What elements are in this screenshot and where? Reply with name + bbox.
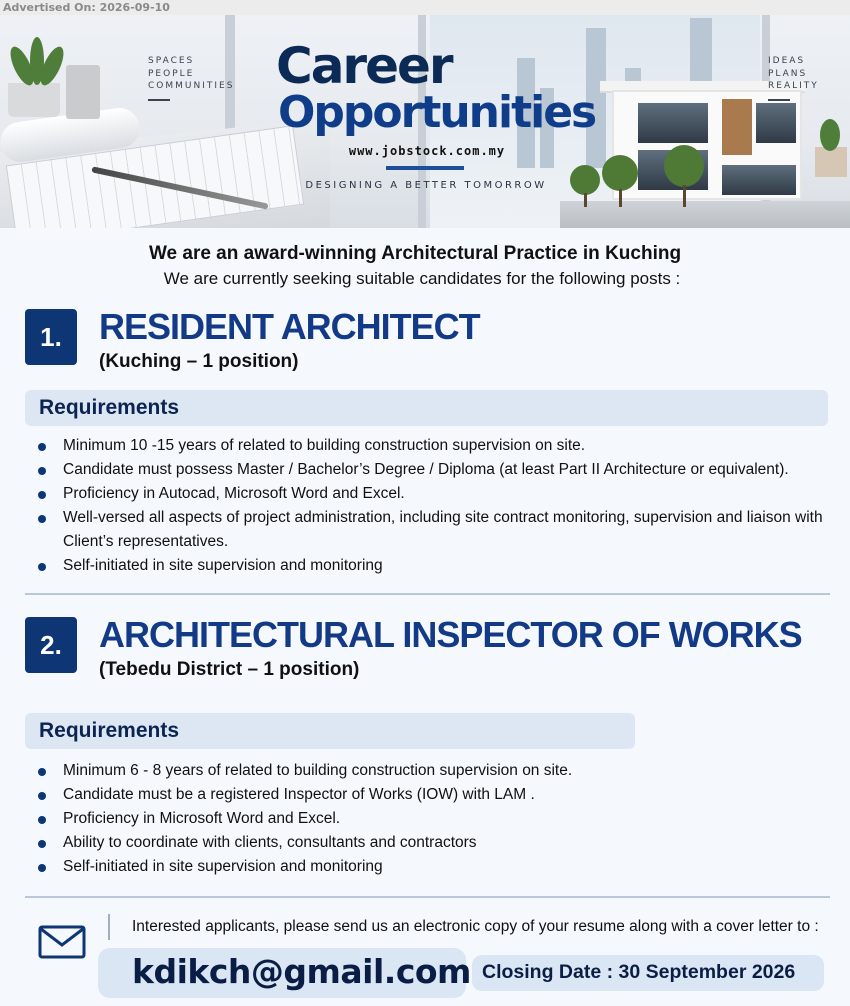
house-window	[638, 103, 708, 143]
banner-url: www.jobstock.com.my	[348, 144, 506, 158]
list-item: Well-versed all aspects of project administration, including site contract monitoring, supervision and liaison with Client’s representatives.	[38, 506, 838, 554]
list-item: Self-initiated in site supervision and monitoring	[38, 554, 838, 578]
requirements-list	[38, 434, 838, 578]
requirements-header	[25, 390, 828, 426]
tree-trunk	[619, 189, 622, 207]
banner-title-career: Career	[276, 37, 452, 95]
email-address[interactable]: kdikch@gmail.com	[132, 952, 471, 991]
advertised-on-text: Advertised On: 2026-09-10	[3, 1, 170, 14]
email-contact[interactable]	[98, 948, 471, 998]
list-item: Minimum 10 -15 years of related to building construction supervision on site.	[38, 434, 838, 458]
list-item: Self-initiated in site supervision and monitoring	[38, 855, 838, 879]
advertised-on-strip	[0, 0, 850, 15]
side-dash	[148, 99, 170, 101]
post-number-badge: 2.	[25, 617, 77, 673]
list-item: Candidate must be a registered Inspector of Works (IOW) with LAM .	[38, 783, 838, 807]
section-divider	[25, 896, 830, 898]
requirements-heading: Requirements	[39, 719, 180, 742]
list-item: Proficiency in Autocad, Microsoft Word and Excel.	[38, 482, 838, 506]
tree-image	[602, 155, 638, 191]
plant-leaf	[820, 119, 840, 151]
house-wood-panel	[722, 99, 752, 155]
tree-trunk	[584, 193, 587, 207]
section-divider	[25, 593, 830, 595]
tree-image	[664, 145, 704, 187]
post-location: (Tebedu District – 1 position)	[99, 659, 360, 680]
apply-instructions: Interested applicants, please send us an electronic copy of your resume along with a cover letter to :	[132, 918, 819, 935]
plant-pot	[8, 83, 60, 117]
list-item: Candidate must possess Master / Bachelor’s Degree / Diploma (at least Part II Architecture or equivalent).	[38, 458, 838, 482]
post-location: (Kuching – 1 position)	[99, 351, 299, 372]
list-item: Minimum 6 - 8 years of related to building construction supervision on site.	[38, 759, 838, 783]
banner-title-opportunities: Opportunities	[278, 87, 596, 138]
side-dash	[768, 99, 790, 101]
side-word: PLANS	[768, 68, 808, 79]
side-word: PEOPLE	[148, 68, 195, 79]
house-window	[722, 165, 796, 195]
list-item: Ability to coordinate with clients, consultants and contractors	[38, 831, 838, 855]
lawn-ground	[560, 201, 850, 228]
side-word: SPACES	[148, 56, 195, 66]
requirements-list	[38, 759, 838, 879]
banner-tagline: DESIGNING A BETTER TOMORROW	[305, 180, 547, 191]
list-item: Proficiency in Microsoft Word and Excel.	[38, 807, 838, 831]
left-side-words	[148, 55, 234, 101]
tree-trunk	[683, 185, 686, 207]
banner-accent-rule	[386, 166, 464, 170]
closing-date-badge	[472, 955, 824, 991]
post-title: RESIDENT ARCHITECT	[99, 306, 480, 347]
side-word: REALITY	[768, 81, 819, 91]
footer-separator	[108, 914, 110, 940]
closing-date: Closing Date : 30 September 2026	[482, 961, 796, 983]
mail-icon	[38, 925, 86, 959]
post-title: ARCHITECTURAL INSPECTOR OF WORKS	[99, 614, 802, 655]
plant-pot	[815, 147, 847, 177]
intro-subheading: We are currently seeking suitable candidates for the following posts :	[163, 269, 681, 288]
post-number-badge: 1.	[25, 309, 77, 365]
pencil-cup	[66, 65, 100, 119]
requirements-heading: Requirements	[39, 396, 180, 419]
house-window	[756, 103, 796, 143]
right-side-words	[768, 55, 819, 101]
intro-heading: We are an award-winning Architectural Practice in Kuching	[148, 243, 682, 264]
side-word: IDEAS	[768, 56, 806, 66]
requirements-header	[25, 713, 635, 749]
side-word: COMMUNITIES	[148, 81, 235, 91]
career-banner	[0, 15, 850, 228]
